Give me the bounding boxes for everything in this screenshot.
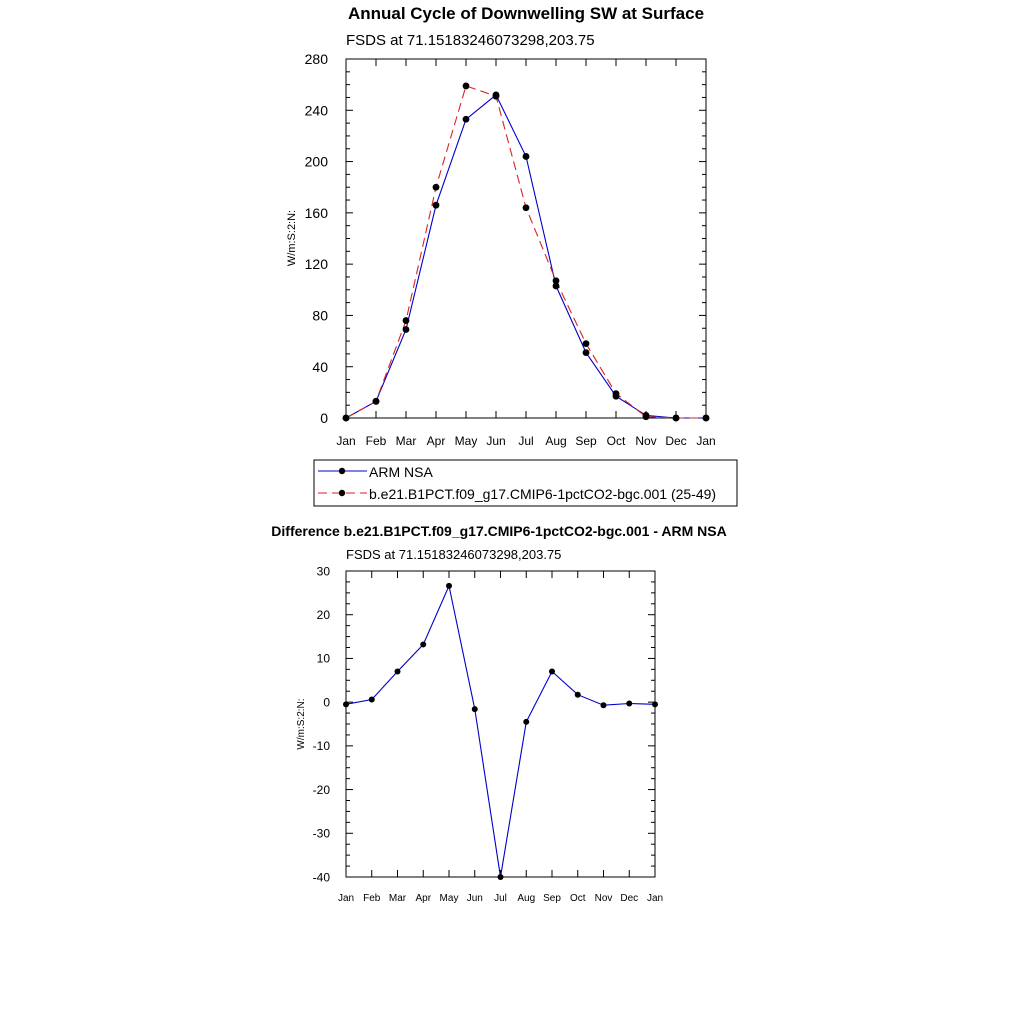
y-tick-label: 240 bbox=[304, 102, 328, 119]
data-point bbox=[601, 702, 607, 708]
legend-marker-arm bbox=[339, 468, 345, 474]
x-tick-label: Aug bbox=[545, 434, 567, 448]
x-tick-label: Oct bbox=[569, 893, 586, 904]
data-point bbox=[403, 326, 410, 333]
chart-title: Annual Cycle of Downwelling SW at Surface bbox=[347, 4, 705, 23]
x-tick-label: Mar bbox=[388, 893, 407, 904]
x-tick-label: Apr bbox=[426, 434, 446, 448]
x-tick-label: Sep bbox=[575, 434, 597, 448]
x-tick-label: Nov bbox=[635, 434, 657, 448]
y-tick-label: -40 bbox=[312, 870, 330, 885]
y-axis-label: W/m:S:2:N: bbox=[296, 698, 307, 750]
series-line-0 bbox=[346, 95, 706, 418]
data-point bbox=[433, 202, 440, 209]
y-tick-label: -30 bbox=[312, 826, 330, 841]
legend-marker-model bbox=[339, 490, 345, 496]
data-point bbox=[343, 415, 350, 422]
series-line-1 bbox=[346, 86, 706, 418]
y-tick-label: 280 bbox=[304, 51, 328, 68]
x-tick-label: Jan bbox=[336, 434, 356, 448]
y-tick-label: 160 bbox=[304, 204, 328, 221]
data-point bbox=[583, 349, 590, 356]
x-tick-label: Jan bbox=[646, 893, 664, 904]
legend-label-model: b.e21.B1PCT.f09_g17.CMIP6-1pctCO2-bgc.001 (25-49) bbox=[369, 486, 717, 502]
data-point bbox=[575, 692, 581, 698]
x-tick-labels bbox=[336, 434, 715, 448]
y-tick-label: 40 bbox=[312, 358, 328, 375]
y-tick-labels bbox=[313, 564, 331, 884]
data-point bbox=[463, 116, 470, 123]
x-tick-label: Feb bbox=[365, 434, 387, 448]
plot-frame bbox=[346, 59, 706, 418]
data-point bbox=[343, 701, 349, 707]
data-point bbox=[403, 317, 410, 324]
data-point bbox=[373, 398, 380, 405]
y-tick-label: 0 bbox=[320, 410, 328, 427]
x-tick-label: Oct bbox=[606, 434, 626, 448]
x-tick-label: Jul bbox=[494, 893, 507, 904]
data-point bbox=[420, 641, 426, 647]
data-point bbox=[703, 415, 710, 422]
data-point bbox=[523, 204, 530, 211]
data-point bbox=[369, 697, 375, 703]
data-point bbox=[493, 93, 500, 100]
x-tick-label: Aug bbox=[517, 893, 536, 904]
x-tick-label: Apr bbox=[415, 893, 432, 904]
diff-chart-title: Difference b.e21.B1PCT.f09_g17.CMIP6-1pctCO2-bgc.001 - ARM NSA bbox=[271, 523, 727, 539]
data-point bbox=[652, 701, 658, 707]
data-point bbox=[395, 669, 401, 675]
x-tick-label: May bbox=[439, 893, 459, 904]
x-tick-label: Mar bbox=[395, 434, 417, 448]
difference-chart bbox=[296, 564, 663, 904]
data-point bbox=[626, 700, 632, 706]
x-tick-label: Sep bbox=[543, 893, 561, 904]
y-tick-label: -20 bbox=[312, 782, 330, 797]
plot-frame bbox=[346, 571, 655, 877]
data-point bbox=[523, 153, 530, 160]
x-tick-label: Jan bbox=[337, 893, 355, 904]
y-tick-label: 200 bbox=[304, 153, 328, 170]
series-group bbox=[343, 583, 658, 880]
y-tick-label: -10 bbox=[312, 739, 330, 754]
y-tick-label: 0 bbox=[323, 695, 330, 710]
data-point bbox=[673, 415, 680, 422]
data-point bbox=[463, 83, 470, 90]
data-point bbox=[472, 706, 478, 712]
x-tick-label: Feb bbox=[363, 893, 381, 904]
annual-cycle-chart bbox=[286, 51, 716, 448]
y-tick-label: 10 bbox=[316, 651, 330, 666]
data-point bbox=[523, 719, 529, 725]
axis-ticks bbox=[346, 571, 655, 877]
data-point bbox=[446, 583, 452, 589]
data-point bbox=[498, 874, 504, 880]
data-point bbox=[583, 340, 590, 347]
legend-label-arm: ARM NSA bbox=[369, 464, 433, 480]
y-tick-label: 80 bbox=[312, 307, 328, 324]
diff-chart-subtitle: FSDS at 71.15183246073298,203.75 bbox=[346, 547, 562, 562]
y-axis-label: W/m:S:2:N: bbox=[286, 209, 298, 267]
x-tick-label: Dec bbox=[665, 434, 687, 448]
y-tick-label: 120 bbox=[304, 256, 328, 273]
data-point bbox=[553, 277, 560, 284]
x-tick-label: Nov bbox=[594, 893, 613, 904]
y-tick-label: 20 bbox=[316, 608, 330, 623]
y-tick-label: 30 bbox=[316, 564, 330, 579]
x-tick-label: Jun bbox=[466, 893, 483, 904]
x-tick-label: May bbox=[454, 434, 478, 448]
data-point bbox=[613, 390, 620, 397]
data-point bbox=[549, 669, 555, 675]
data-point bbox=[433, 184, 440, 191]
data-point bbox=[643, 413, 650, 420]
x-tick-labels bbox=[338, 893, 663, 904]
x-tick-label: Jun bbox=[486, 434, 506, 448]
legend bbox=[314, 460, 737, 506]
series-group bbox=[343, 83, 710, 422]
y-tick-labels bbox=[305, 51, 329, 426]
series-line-0 bbox=[346, 586, 655, 877]
x-tick-label: Jul bbox=[518, 434, 534, 448]
x-tick-label: Jan bbox=[696, 434, 716, 448]
axis-ticks bbox=[346, 59, 706, 418]
chart-subtitle: FSDS at 71.15183246073298,203.75 bbox=[346, 32, 595, 49]
x-tick-label: Dec bbox=[620, 893, 639, 904]
